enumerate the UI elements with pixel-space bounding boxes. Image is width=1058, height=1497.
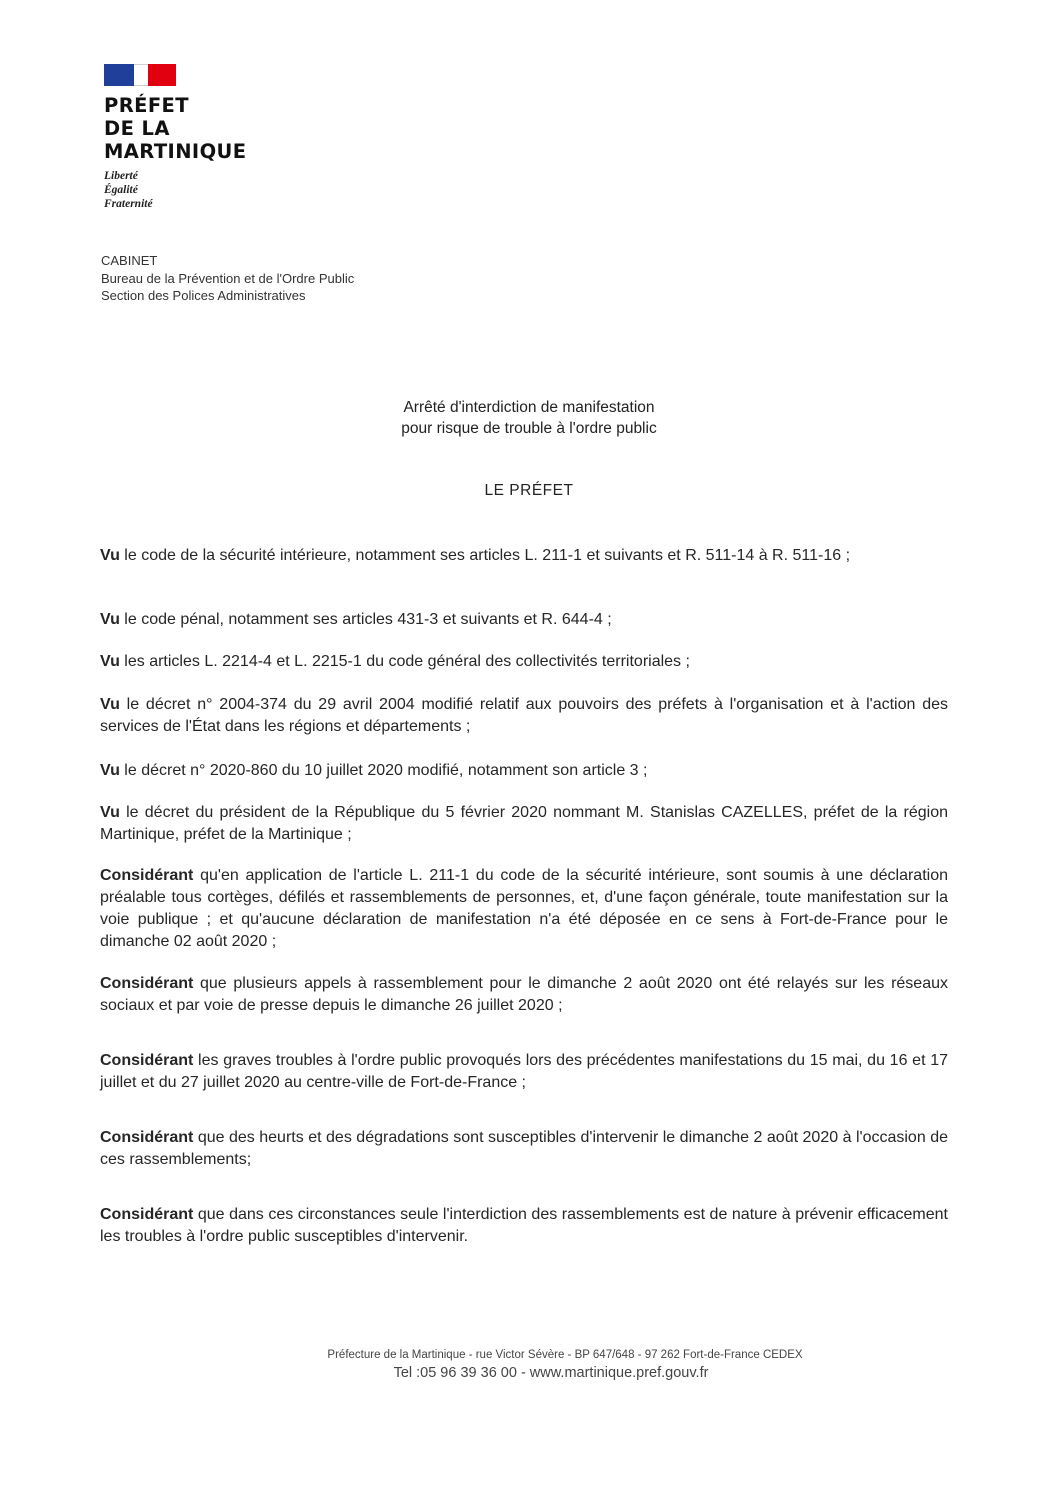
recital-paragraph — [100, 694, 948, 738]
authority-heading: LE PRÉFET — [484, 482, 574, 499]
recital-text: que dans ces circonstances seule l'interdiction des rassemblements est de nature à prévenir efficacement les troubles à l'ordre public susceptibles d'intervenir. — [100, 1206, 948, 1245]
footer-contact: Tel :05 96 39 36 00 - www.martinique.pref.gouv.fr — [393, 1365, 709, 1381]
recital-lead: Vu — [100, 653, 120, 670]
document-title — [0, 397, 1058, 439]
recital-text: que des heurts et des dégradations sont susceptibles d'intervenir le dimanche 2 août 2020 à l'occasion de ces rassemblements; — [100, 1129, 948, 1168]
service-line: CABINET — [101, 253, 158, 268]
issuing-service — [101, 252, 354, 305]
recital-lead: Vu — [100, 547, 120, 564]
recital-paragraph — [100, 1127, 948, 1171]
recital-paragraph — [100, 651, 948, 673]
recital-lead: Considérant — [100, 975, 194, 992]
service-line: Section des Polices Administratives — [101, 288, 306, 303]
recital-paragraph — [100, 760, 948, 782]
recital-lead: Vu — [100, 696, 120, 713]
recital-lead: Considérant — [100, 1129, 194, 1146]
devise-line: Liberté — [104, 170, 138, 182]
marianne-flag-icon — [104, 64, 176, 86]
recital-lead: Vu — [100, 762, 120, 779]
devise-line: Égalité — [104, 184, 138, 196]
recital-lead: Vu — [100, 804, 120, 821]
title-line: pour risque de trouble à l'ordre public — [401, 420, 657, 437]
marque-line: MARTINIQUE — [104, 140, 247, 163]
recital-paragraph — [100, 973, 948, 1017]
recital-text: les articles L. 2214-4 et L. 2215-1 du code général des collectivités territoriales ; — [119, 653, 690, 670]
recital-paragraph — [100, 802, 948, 846]
marque-line: DE LA — [104, 117, 170, 140]
page-footer — [0, 1347, 1058, 1383]
marque-line: PRÉFET — [104, 94, 189, 117]
prefecture-logo — [104, 64, 247, 211]
devise-line: Fraternité — [104, 198, 153, 210]
recital-text: le décret n° 2020-860 du 10 juillet 2020 modifié, notamment son article 3 ; — [119, 762, 648, 779]
recital-paragraph — [100, 1050, 948, 1094]
recital-lead: Considérant — [100, 1052, 194, 1069]
footer-address: Préfecture de la Martinique - rue Victor Sévère - BP 647/648 - 97 262 Fort-de-France CEDEX — [327, 1349, 803, 1361]
title-line: Arrêté d'interdiction de manifestation — [403, 399, 655, 416]
recital-text: le code de la sécurité intérieure, notamment ses articles L. 211-1 et suivants et R. 511-14 à R. 511-16 ; — [119, 547, 851, 564]
recital-text: qu'en application de l'article L. 211-1 du code de la sécurité intérieure, sont soumis à une déclaration préalable tous cortèges, défilés et rassemblements de personnes, et, d'une façon générale, toute manifestation sur la voie publique ; et qu'aucune déclaration de manifestation n'a été déposée en ce sens à Fort-de-France pour le dimanche 02 août 2020 ; — [100, 867, 948, 950]
recital-paragraph — [100, 865, 948, 953]
recital-text: les graves troubles à l'ordre public provoqués lors des précédentes manifestations du 15 mai, du 16 et 17 juillet et du 27 juillet 2020 au centre-ville de Fort-de-France ; — [100, 1052, 948, 1091]
recital-paragraph — [100, 1204, 948, 1248]
service-line: Bureau de la Prévention et de l'Ordre Public — [101, 270, 355, 286]
recital-paragraph — [100, 609, 948, 631]
recital-lead: Considérant — [100, 867, 194, 884]
bloc-marque — [104, 94, 247, 163]
recital-text: le décret du président de la République du 5 février 2020 nommant M. Stanislas CAZELLES, préfet de la région Martinique, préfet de la Martinique ; — [100, 804, 948, 843]
recital-text: que plusieurs appels à rassemblement pour le dimanche 2 août 2020 ont été relayés sur les réseaux sociaux et par voie de presse depuis le dimanche 26 juillet 2020 ; — [100, 975, 948, 1014]
recital-text: le décret n° 2004-374 du 29 avril 2004 modifié relatif aux pouvoirs des préfets à l'organisation et à l'action des services de l'État dans les régions et départements ; — [100, 696, 948, 735]
devise — [104, 169, 247, 211]
recital-lead: Vu — [100, 611, 120, 628]
recital-text: le code pénal, notamment ses articles 431-3 et suivants et R. 644-4 ; — [119, 611, 612, 628]
recital-paragraph — [100, 545, 948, 567]
recital-lead: Considérant — [100, 1206, 194, 1223]
